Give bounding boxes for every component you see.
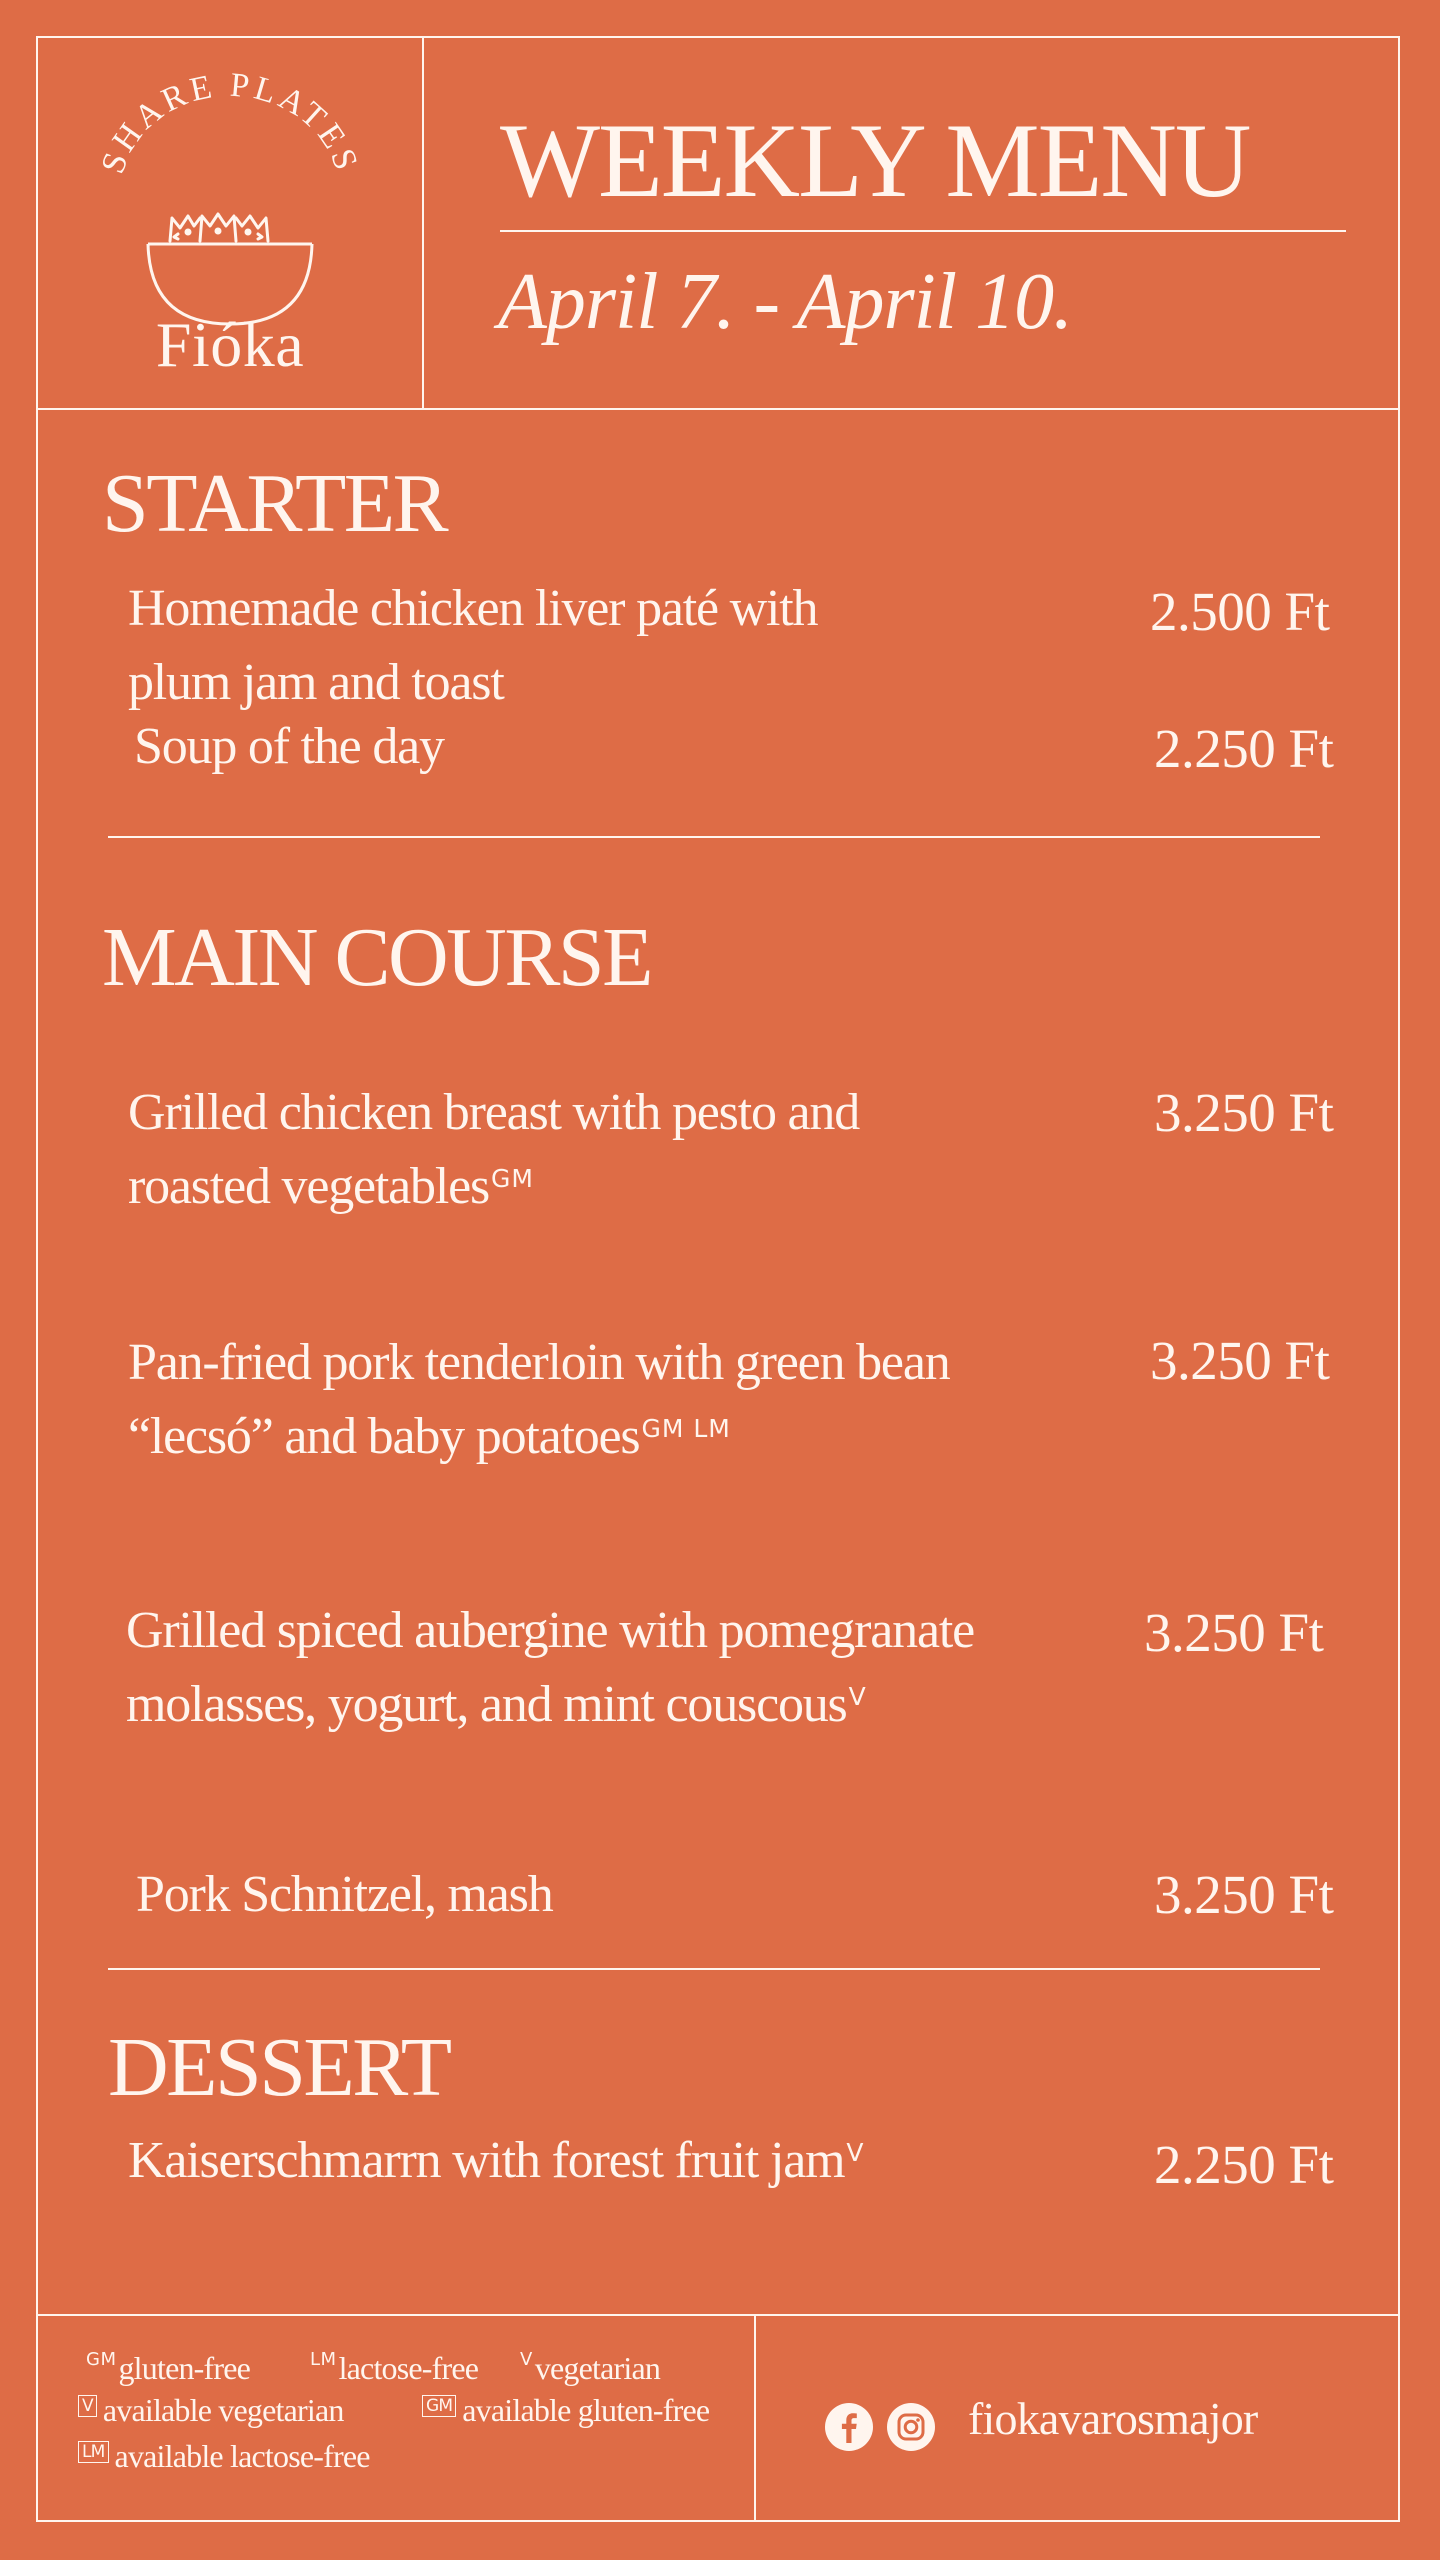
starter-item-price: 2.500 Ft: [1150, 581, 1330, 642]
main-divider: [108, 1968, 1320, 1970]
dessert-title: DESSERT: [108, 2021, 450, 2114]
legend-vegetarian: $^V$vegetarian: [520, 2349, 661, 2386]
social-handle[interactable]: fiokavarosmajor: [968, 2393, 1258, 2444]
dietary-tag: GM: [491, 1164, 534, 1193]
main-item-name: Grilled spiced aubergine with pomegranate molasses, yogurt, and mint couscous$^V$: [126, 1602, 974, 1733]
footer-divider: [36, 2314, 1400, 2316]
starter-title: STARTER: [102, 457, 447, 550]
starter-divider: [108, 836, 1320, 838]
header-divider: [36, 408, 1400, 410]
legend-available-gluten-free: GM available gluten-free: [422, 2394, 709, 2427]
instagram-icon[interactable]: [886, 2402, 936, 2452]
main-item-price: 3.250 Ft: [1154, 1082, 1334, 1143]
main-item-price: 3.250 Ft: [1150, 1330, 1330, 1391]
page-title: WEEKLY MENU: [500, 102, 1250, 219]
dessert-item-name: Kaiserschmarrn with forest fruit jam$^V$: [128, 2132, 865, 2189]
dietary-tag: V: [846, 2138, 865, 2167]
footer-divider-vertical: [754, 2314, 756, 2522]
logo: [38, 38, 422, 408]
main-item-name: Pork Schnitzel, mash: [136, 1866, 553, 1923]
date-range: April 7. - April 10.: [498, 258, 1073, 346]
dietary-tag: GM LM: [641, 1414, 731, 1443]
legend-lactose-free: $^{LM}$lactose-free: [310, 2349, 479, 2386]
facebook-icon[interactable]: [824, 2402, 874, 2452]
logo-arc-text: SHARE PLATES: [94, 66, 366, 179]
dietary-tag: V: [848, 1682, 867, 1711]
starter-item-name: Homemade chicken liver paté with plum jam and toast: [128, 580, 818, 711]
main-item-name: Pan-fried pork tenderloin with green bean “lecsó” and baby potatoes$^{GM LM}$: [128, 1334, 950, 1465]
legend-available-lactose-free: LM available lactose-free: [78, 2440, 370, 2473]
header-divider-vertical: [422, 36, 424, 410]
legend-gluten-free: $^{GM}$gluten-free: [86, 2349, 251, 2386]
logo-name: Fióka: [155, 309, 305, 380]
main-item-price: 3.250 Ft: [1144, 1602, 1324, 1663]
title-underline: [500, 230, 1346, 232]
dessert-item-price: 2.250 Ft: [1154, 2134, 1334, 2195]
main-item-price: 3.250 Ft: [1154, 1864, 1334, 1925]
starter-item-price: 2.250 Ft: [1154, 718, 1334, 779]
main-item-name: Grilled chicken breast with pesto and roasted vegetables$^{GM}$: [128, 1084, 860, 1215]
main-course-title: MAIN COURSE: [102, 911, 651, 1004]
legend-available-vegetarian: V available vegetarian: [78, 2394, 344, 2427]
logo-bowl-icon: [90, 66, 370, 326]
starter-item-name: Soup of the day: [134, 718, 444, 775]
